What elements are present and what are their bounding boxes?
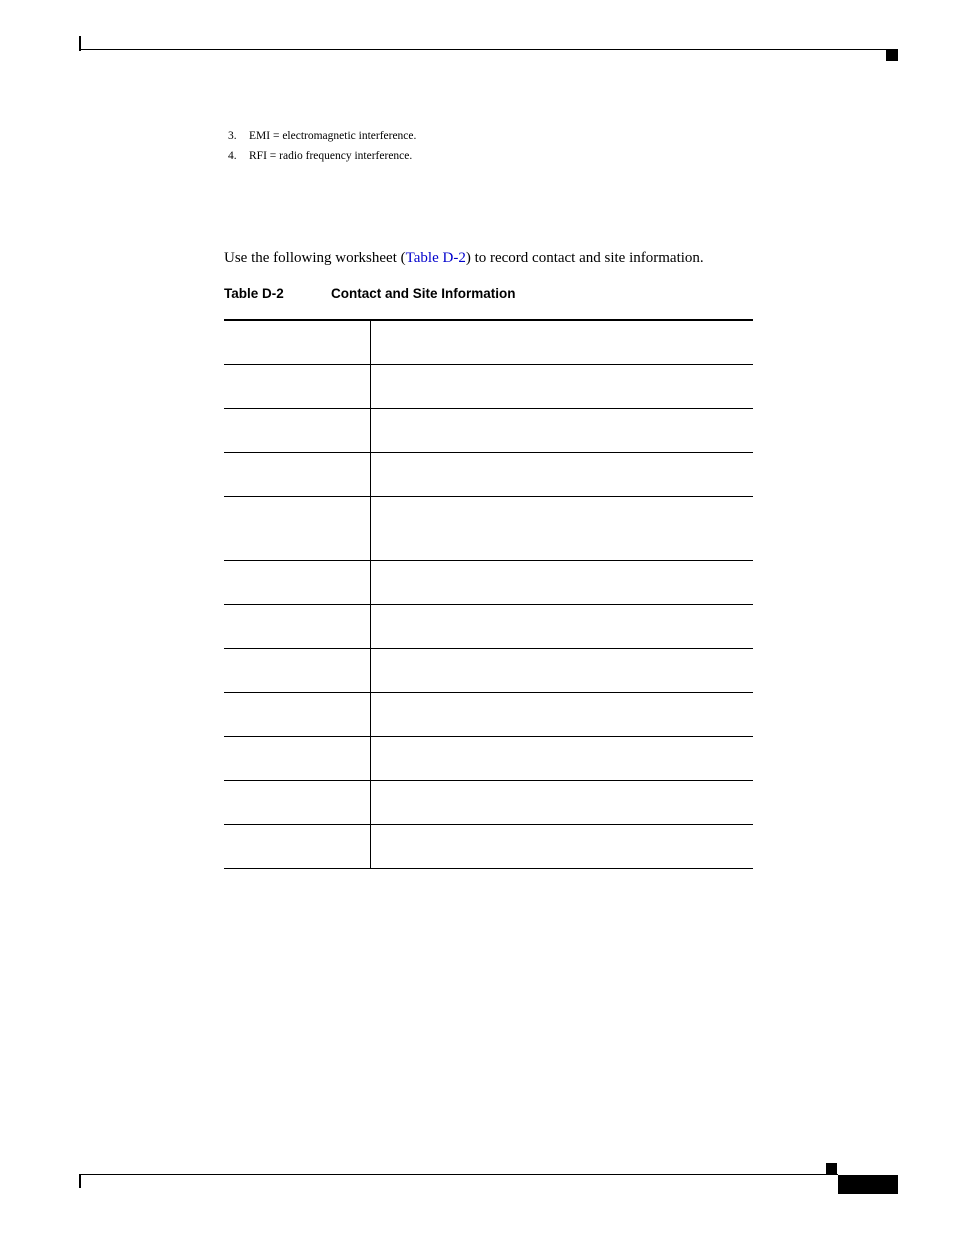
value-cell[interactable] [371, 825, 754, 869]
field-cell[interactable] [224, 497, 371, 561]
table-row [224, 649, 753, 693]
table-number: Table D-2 [224, 286, 284, 301]
footnote-list [228, 126, 416, 166]
table-row [224, 825, 753, 869]
intro-text-after: ) to record contact and site information. [465, 250, 704, 266]
table-row [224, 737, 753, 781]
field-cell[interactable] [224, 453, 371, 497]
footnote-4 [228, 146, 416, 166]
field-cell[interactable] [224, 781, 371, 825]
value-cell[interactable] [371, 737, 754, 781]
value-cell[interactable] [371, 409, 754, 453]
field-cell[interactable] [224, 605, 371, 649]
table-row [224, 605, 753, 649]
table-title: Contact and Site Information [331, 286, 516, 301]
footnote-text: RFI = radio frequency interference. [249, 150, 413, 162]
table-row [224, 320, 753, 365]
intro-text-before: Use the following worksheet ( [224, 250, 406, 266]
field-cell[interactable] [224, 825, 371, 869]
table-row [224, 693, 753, 737]
intro-paragraph [224, 248, 704, 268]
footer-corner-mark [79, 1175, 81, 1188]
table-row [224, 561, 753, 605]
value-cell[interactable] [371, 497, 754, 561]
field-cell[interactable] [224, 737, 371, 781]
footnote-3 [228, 126, 416, 146]
table-row [224, 781, 753, 825]
footnote-number: 4. [228, 150, 237, 162]
field-cell[interactable] [224, 365, 371, 409]
field-cell[interactable] [224, 561, 371, 605]
value-cell[interactable] [371, 649, 754, 693]
footer-small-block-mark [826, 1163, 837, 1174]
value-cell[interactable] [371, 693, 754, 737]
table-row [224, 365, 753, 409]
table-row [224, 453, 753, 497]
table-row [224, 497, 753, 561]
value-cell[interactable] [371, 781, 754, 825]
footer-page-tab [838, 1175, 898, 1194]
contact-site-worksheet-table [224, 319, 753, 869]
value-cell[interactable] [371, 453, 754, 497]
header-block-mark [886, 50, 898, 61]
table-row [224, 409, 753, 453]
field-cell[interactable] [224, 409, 371, 453]
field-cell[interactable] [224, 649, 371, 693]
table-d2-link[interactable]: Table D-2 [405, 250, 466, 266]
footnote-text: EMI = electromagnetic interference. [249, 130, 417, 142]
footer-rule [79, 1174, 838, 1175]
value-cell[interactable] [371, 605, 754, 649]
table-caption [224, 285, 516, 303]
header-rule [79, 49, 898, 50]
value-cell[interactable] [371, 561, 754, 605]
field-cell[interactable] [224, 693, 371, 737]
field-cell[interactable] [224, 320, 371, 365]
footnote-number: 3. [228, 130, 237, 142]
value-cell[interactable] [371, 320, 754, 365]
value-cell[interactable] [371, 365, 754, 409]
